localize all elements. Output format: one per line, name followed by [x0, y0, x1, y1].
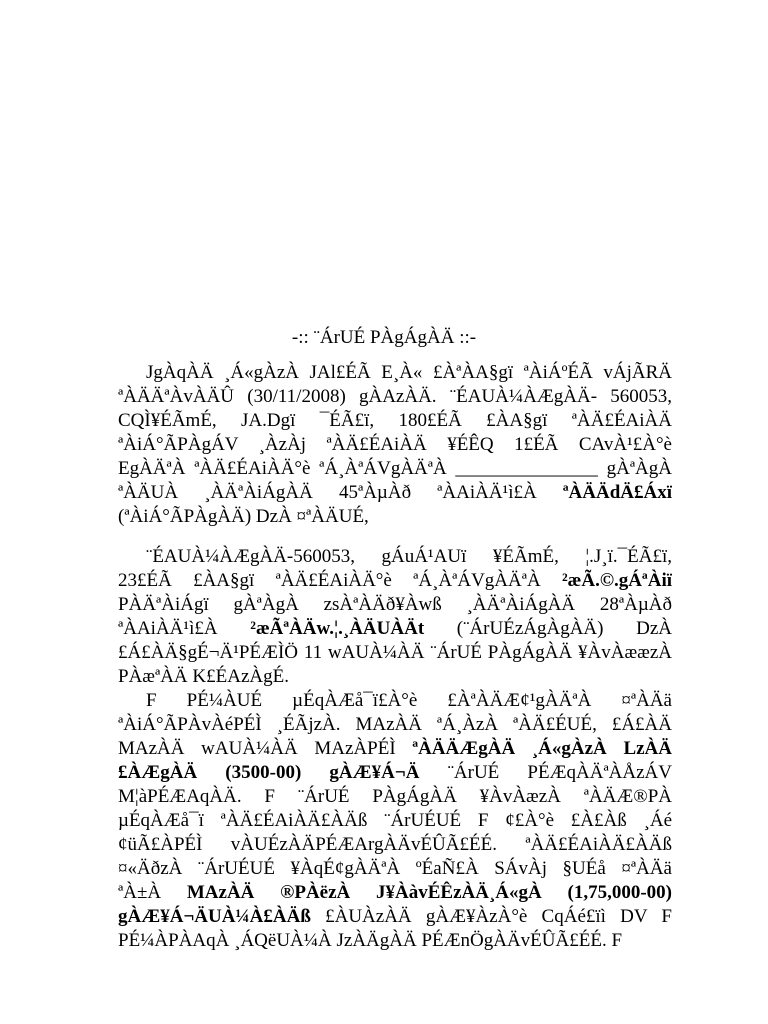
text-run: ¨ÉAUÀ¼ÀÆgÀÄ-560053, gÁuÁ¹AUï ¥ÉÃmÉ, ¦.J¸ï.¯ÉÃ£ï,: [146, 546, 672, 567]
text-line: [118, 809, 672, 833]
text-line: [118, 617, 672, 641]
text-run: ¤«ÄðzÀ ¨ÁrUÉUÉ ¥ÀqÉ¢gÀÄªÀ ºÉaÑ£À SÁvÀj §UÉå ¤ªÀÄä: [118, 858, 672, 879]
text-run: ªÀ±À: [118, 882, 187, 903]
text-line: [118, 409, 672, 433]
text-line: [118, 385, 672, 409]
text-run: 23£ÉÃ £ÀA§gï ªÀÄ£ÉAiÀÄ°è ªÁ¸ÀªÁVgÀÄªÀ: [118, 570, 562, 591]
bold-text-run: ²æÃ.©.gÁªÀiï: [561, 570, 672, 591]
text-run: MAzÀÄ wAUÀ¼ÀÄ MAzÀPÉÌ: [118, 738, 413, 759]
text-run: ªÀÄUÀ ¸ÀÄªÀiÁgÀÄ 45ªÀµÀð ªÀAiÀÄ¹ì£À: [118, 482, 563, 503]
text-line: [118, 737, 672, 761]
bold-text-run: ªÀÄÄÆgÀÄ ¸Á«gÀzÀ LzÀÄ: [412, 738, 672, 759]
text-line: [118, 481, 672, 505]
text-line: [118, 457, 672, 481]
text-line: [118, 833, 672, 857]
text-run: (¨ÁrUÉzÁgÀgÀÄ) DzÀ: [424, 618, 672, 639]
text-line: [118, 929, 672, 953]
text-run: ªÀiÁ°ÃPÀvÀéPÉÌ ¸ÉÃjzÀ. MAzÀÄ ªÁ¸ÀzÀ ªÀÄ£ÉUÉ, £Á£ÀÄ: [118, 714, 672, 735]
text-run: PÀÄªÀiÁgï gÀªÀgÀ zsÀªÀÄð¥Àwß ¸ÀÄªÀiÁgÀÄ 28ªÀµÀð: [118, 594, 672, 615]
paragraph-2: [118, 545, 672, 689]
text-line: [118, 569, 672, 593]
text-line: [118, 761, 672, 785]
bold-text-run: gÀÆ¥Á¬ÄUÀ¼À£ÀÄß: [118, 906, 311, 927]
bold-text-run: ²æÃªÀÄw.¦.¸ÀÄUÀÄt: [250, 618, 425, 639]
text-run: µÉqÀÆå¯ï ªÀÄ£ÉAiÀÄ£ÀÄß ¨ÁrUÉUÉ F ¢£À°è £À£Àß ¸Áé: [118, 810, 672, 831]
text-line: [118, 593, 672, 617]
text-run: (ªÀiÁ°ÃPÀgÀÄ) DzÀ ¤ªÀÄUÉ,: [118, 506, 369, 527]
text-run: CQÌ¥ÉÃmÉ, JA.Dgï ¯ÉÃ£ï, 180£ÉÃ £ÀA§gï ªÀÄ£ÉAiÀÄ: [118, 410, 672, 431]
text-line: [118, 857, 672, 881]
text-line: [118, 641, 672, 665]
text-line: [118, 505, 672, 529]
text-run: M¦àPÉÆAqÀÄ. F ¨ÁrUÉ PÀgÁgÀÄ ¥ÀvÀæzÀ ªÀÄÆ®PÀ: [118, 786, 672, 807]
text-run: £Á£ÀÄ§gÉ¬Ä¹PÉÆÌÖ 11 wAUÀ¼ÀÄ ¨ÁrUÉ PÀgÁgÀÄ ¥ÀvÀææzÀ: [118, 642, 672, 663]
text-run: ¨ÁrUÉ PÉÆqÀÄªÀÅzÁV: [419, 762, 672, 783]
text-line: [118, 905, 672, 929]
text-run: ªÀAiÀÄ¹ì£À: [118, 618, 251, 639]
text-run: £ÀUÀzÀÄ gÀÆ¥ÀzÀ°è CqÁé£ïì DV F: [310, 906, 672, 927]
text-run: F PÉ¼ÀUÉ µÉqÀÆå¯ï£À°è £ÀªÀÄÆ¢¹gÀÄªÀ ¤ªÀÄä: [146, 690, 672, 711]
text-line: [118, 665, 672, 689]
text-run: PÉ¼ÀPÀAqÀ ¸ÁQëUÀ¼À JzÀÄgÀÄ PÉÆnÖgÀÄvÉÛÃ£ÉÉ. F: [118, 930, 623, 951]
text-run: PÀæªÀÄ K£ÉAzÀgÉ.: [118, 666, 289, 687]
text-line: [118, 713, 672, 737]
document-title: -:: ¨ÁrUÉ PÀgÁgÀÄ ::-: [291, 327, 477, 348]
text-run: ¢üÃ£ÀPÉÌ vÀUÉzÀÄPÉÆArgÀÄvÉÛÃ£ÉÉ. ªÀÄ£ÉAiÀÄ£ÀÄß: [118, 834, 672, 855]
text-line: [118, 881, 672, 905]
text-run: EgÀÄªÀ ªÀÄ£ÉAiÀÄ°è ªÁ¸ÀªÁVgÀÄªÀ _______________ gÀªÀgÀ: [118, 458, 672, 479]
text-run: ªÀÄÄªÀvÀÄÛ (30/11/2008) gÀAzÀÄ. ¨ÉAUÀ¼ÀÆgÀÄ- 560053,: [118, 386, 672, 407]
text-line: [118, 433, 672, 457]
text-run: ªÀiÁ°ÃPÀgÁV ¸ÀzÀj ªÀÄ£ÉAiÀÄ ¥ÉÊQ 1£ÉÃ CAvÀ¹£À°è: [118, 434, 672, 455]
paragraph-3: [118, 689, 672, 953]
text-line: [118, 689, 672, 713]
text-line: [118, 545, 672, 569]
paragraph-1: [118, 361, 672, 529]
bold-text-run: ªÀÄÄdÄ£Áxï: [562, 482, 672, 503]
bold-text-run: £ÀÆgÀÄ (3500-00) gÀÆ¥Á¬Ä: [118, 762, 420, 783]
text-run: JgÀqÀÄ ¸Á«gÀzÀ JAl£ÉÃ E¸À« £ÀªÀA§gï ªÀiÁºÉÃ vÁjÃRÄ: [146, 362, 672, 383]
bold-text-run: MAzÀÄ ®PÀëzÀ J¥ÀàvÉÊzÀÄ¸Á«gÀ (1,75,000-00): [186, 882, 672, 903]
text-line: [118, 361, 672, 385]
text-line: [118, 785, 672, 809]
